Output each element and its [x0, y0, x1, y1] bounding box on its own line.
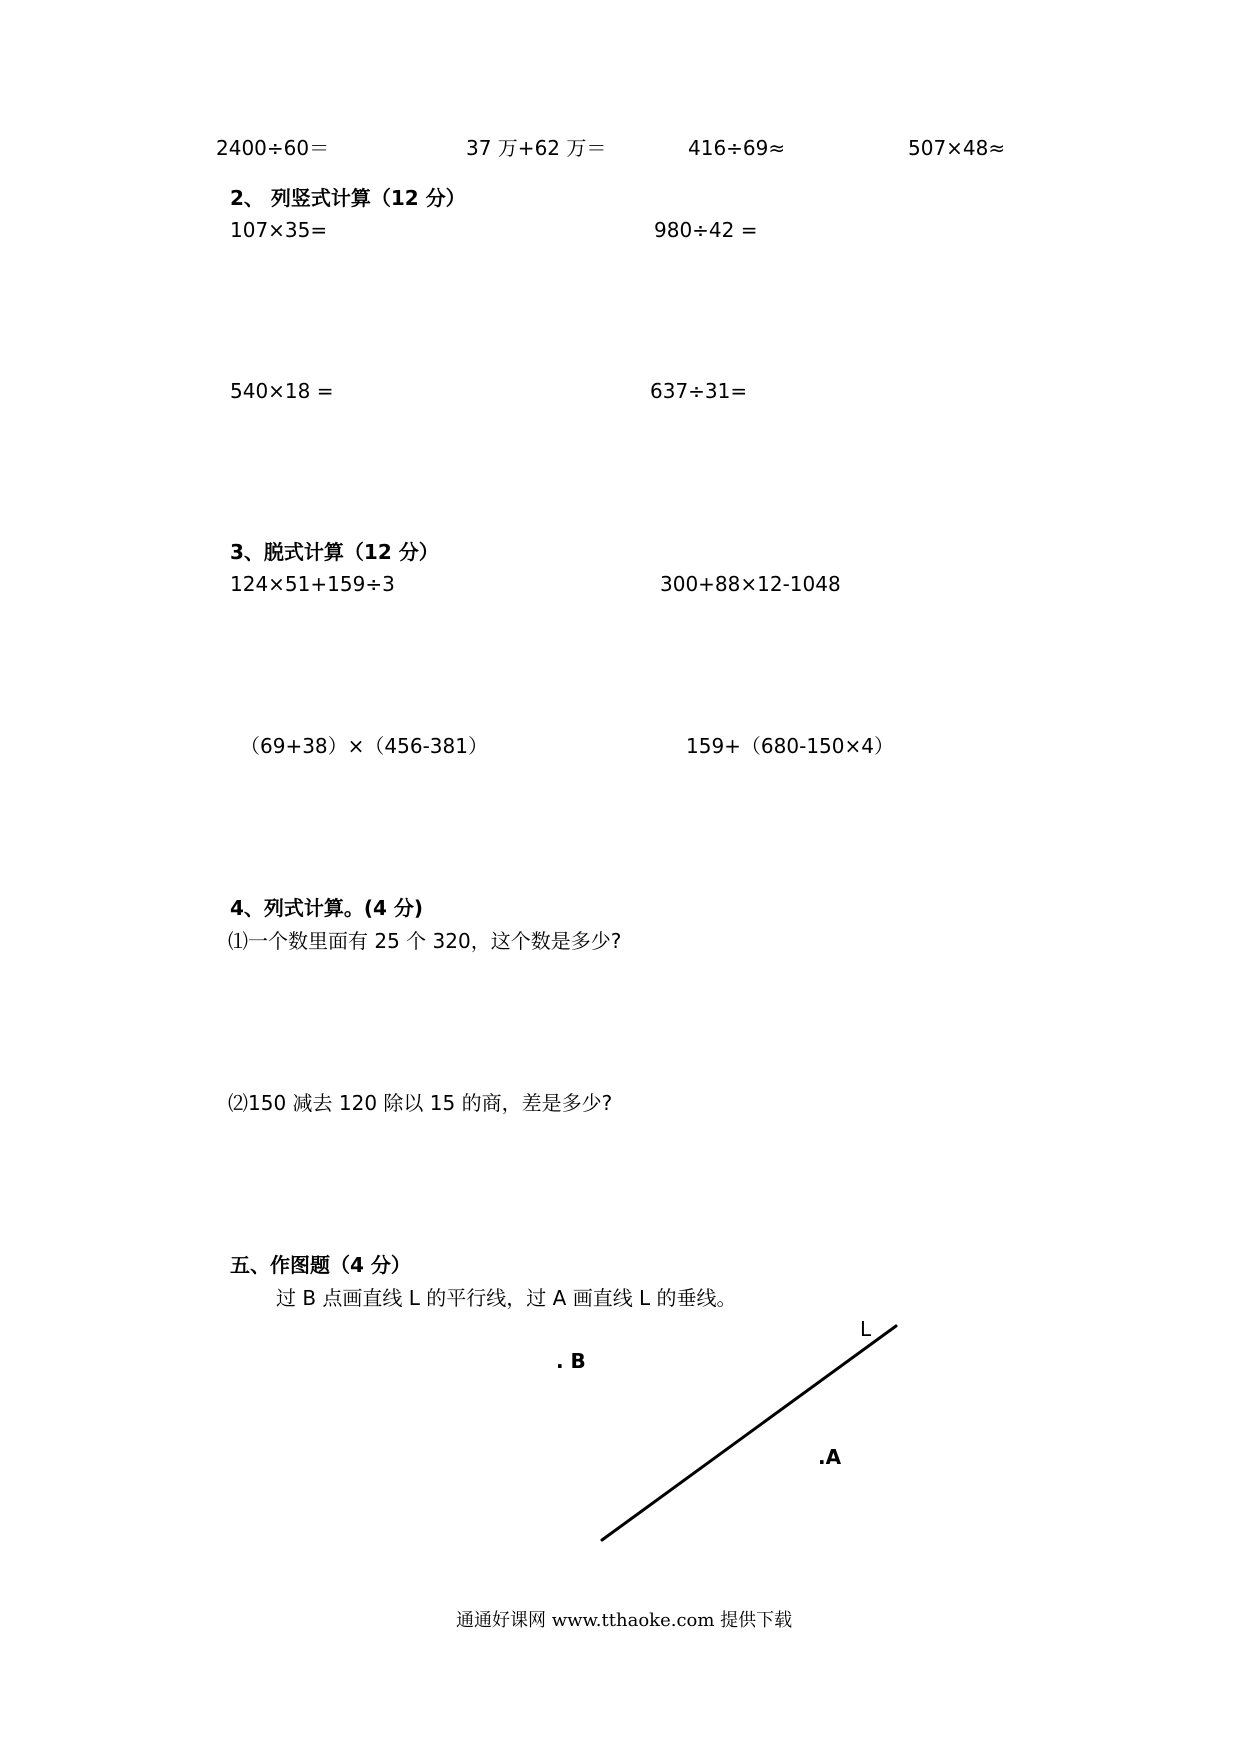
section-heading-vertical: 2、 列竖式计算（12 分） [230, 186, 466, 210]
stepwise-item-1: 124×51+159÷3 [230, 572, 395, 596]
section-heading-column: 4、列式计算。(4 分) [230, 896, 424, 920]
oral-item-4: 507×48≈ [908, 136, 1006, 160]
section-heading-stepwise: 3、脱式计算（12 分） [230, 540, 439, 564]
vertical-item-3: 540×18 = [230, 379, 334, 403]
footer-text: 通通好课网 www.tthaoke.com 提供下载 [456, 1610, 793, 1631]
oral-item-1: 2400÷60＝ [216, 136, 330, 160]
stepwise-item-3: （69+38）×（456-381） [240, 734, 488, 758]
stepwise-item-4: 159+（680-150×4） [686, 734, 894, 758]
vertical-item-2: 980÷42 = [654, 218, 758, 242]
oral-item-3: 416÷69≈ [688, 136, 786, 160]
vertical-item-1: 107×35= [230, 218, 328, 242]
line-l [602, 1326, 896, 1540]
oral-item-2: 37 万+62 万＝ [466, 136, 607, 160]
stepwise-item-2: 300+88×12-1048 [660, 572, 841, 596]
vertical-item-4: 637÷31= [650, 379, 748, 403]
label-point-b: . B [556, 1349, 586, 1373]
label-line-l: L [860, 1317, 872, 1341]
drawing-instruction: 过 B 点画直线 L 的平行线，过 A 画直线 L 的垂线。 [276, 1286, 737, 1310]
column-question-1: ⑴一个数里面有 25 个 320，这个数是多少? [228, 929, 622, 953]
column-question-2: ⑵150 减去 120 除以 15 的商，差是多少? [228, 1091, 613, 1115]
section-heading-drawing: 五、作图题（4 分） [230, 1253, 411, 1277]
label-point-a: .A [818, 1445, 842, 1469]
